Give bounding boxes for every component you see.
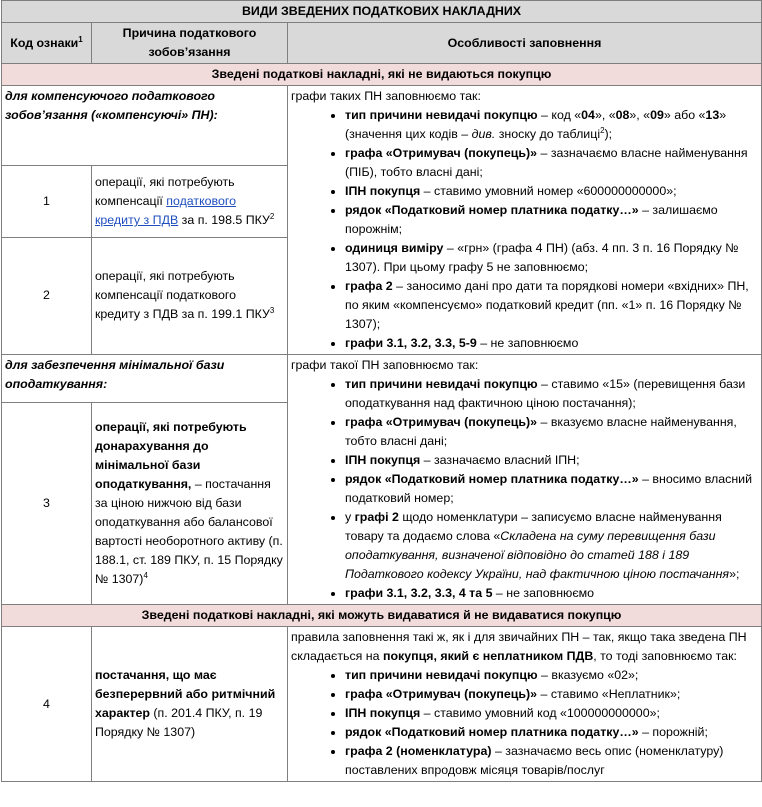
list-item: • рядок «Податковий номер платника податку…» – вносимо власний податковий номер; [345, 470, 758, 508]
section-row [2, 64, 762, 86]
reason-cell: операції, які потребують донарахування до мінімальної бази оподаткування, – постачання за ціною нижчою від бази оподаткування або балансової вартості необоротного активу (п. 188.1, ст. 189 ПКУ, п. 15 Порядку № 1307)$^4$ [92, 402, 288, 604]
features-list [291, 375, 758, 603]
code-cell: 2 [2, 237, 92, 354]
list-item: • у графі 2 щодо номенклатури – записуємо власне найменування товару та додаємо слова «Складена на суму перевищення бази оподаткування, визначеної відповідно до статей 188 і 189 Податкового кодексу України, над фактичною ціною постачання»; [345, 508, 758, 584]
features-intro: правила заповнення такі ж, як і для звичайних ПН – так, якщо така зведена ПН складається на покупця, який є неплатником ПДВ, то тоді заповнюємо так: [291, 630, 747, 663]
list-item: • графа 2 (номенклатура) – зазначаємо весь опис (номенклатуру) поставлених впродовж місяця товарів/послуг [345, 742, 758, 780]
code-cell: 4 [2, 627, 92, 782]
section-title: Зведені податкові накладні, які можуть видаватися й не видаватися покупцю [2, 605, 762, 627]
features-cell [288, 355, 762, 605]
features-list [291, 666, 758, 780]
list-item: • ІПН покупця – ставимо умовний номер «600000000000»; [345, 182, 758, 201]
features-cell [288, 627, 762, 782]
list-item: • ІПН покупця – ставимо умовний код «100000000000»; [345, 704, 758, 723]
code-cell: 3 [2, 402, 92, 604]
list-item: • графа 2 – заносимо дані про дати та порядкові номери «вхідних» ПН, по яким «компенсуємо» податковий кредит (пп. «1» п. 16 Порядку № 1307); [345, 277, 758, 334]
reason-cell: операції, які потребують компенсації податкового кредиту з ПДВ за п. 198.5 ПКУ$^2$ [92, 165, 288, 237]
invoice-types-table [1, 0, 762, 782]
features-intro: графи таких ПН заповнюємо так: [291, 89, 481, 103]
list-item: • тип причини невидачі покупцю – ставимо «15» (перевищення бази оподаткування над фактичною ціною постачання); [345, 375, 758, 413]
list-item: • графи 3.1, 3.2, 3.3, 4 та 5 – не заповнюємо [345, 584, 758, 603]
group-label: для забезпечення мінімальної бази оподаткування: [2, 355, 288, 403]
list-item: • графа «Отримувач (покупець)» – зазначаємо власне найменування (ПІБ), тобто власні дані; [345, 144, 758, 182]
header-reason: Причина податкового зобов’язання [92, 23, 288, 64]
reason-cell: постачання, що має безперервний або ритмічний характер (п. 201.4 ПКУ, п. 19 Порядку № 1307) [92, 627, 288, 782]
features-intro: графи такої ПН заповнюємо так: [291, 358, 479, 372]
list-item: • тип причини невидачі покупцю – код «04», «08», «09» або «13» (значення цих кодів – див. зноску до таблиці$^2$); [345, 106, 758, 144]
list-item: • ІПН покупця – зазначаємо власний ІПН; [345, 451, 758, 470]
features-cell [288, 86, 762, 355]
list-item: • рядок «Податковий номер платника податку…» – залишаємо порожнім; [345, 201, 758, 239]
table-row [2, 627, 762, 782]
tax-credit-link[interactable]: податкового кредиту з ПДВ [95, 193, 237, 227]
list-item: • рядок «Податковий номер платника податку…» – порожній; [345, 723, 758, 742]
list-item: • одиниця виміру – «грн» (графа 4 ПН) (абз. 4 пп. 3 п. 16 Порядку № 1307). При цьому графу 5 не заповнюємо; [345, 239, 758, 277]
group-label: для компенсуючого податкового зобов’язання («компенсуючі» ПН): [2, 86, 288, 166]
table-header-row [2, 23, 762, 64]
table-title: ВИДИ ЗВЕДЕНИХ ПОДАТКОВИХ НАКЛАДНИХ [2, 1, 762, 23]
group-row [2, 86, 762, 166]
features-list [291, 106, 758, 353]
header-code: Код ознаки$^1$ [2, 23, 92, 64]
section-title: Зведені податкові накладні, які не видаються покупцю [2, 64, 762, 86]
reason-cell: операції, які потребують компенсації податкового кредиту з ПДВ за п. 199.1 ПКУ$^3$ [92, 237, 288, 354]
section-row [2, 605, 762, 627]
header-features: Особливості заповнення [288, 23, 762, 64]
code-cell: 1 [2, 165, 92, 237]
list-item: • графа «Отримувач (покупець)» – вказуємо власне найменування, тобто власні дані; [345, 413, 758, 451]
group-row [2, 355, 762, 403]
list-item: • тип причини невидачі покупцю – вказуємо «02»; [345, 666, 758, 685]
list-item: • графа «Отримувач (покупець)» – ставимо «Неплатник»; [345, 685, 758, 704]
list-item: • графи 3.1, 3.2, 3.3, 5-9 – не заповнюємо [345, 334, 758, 353]
